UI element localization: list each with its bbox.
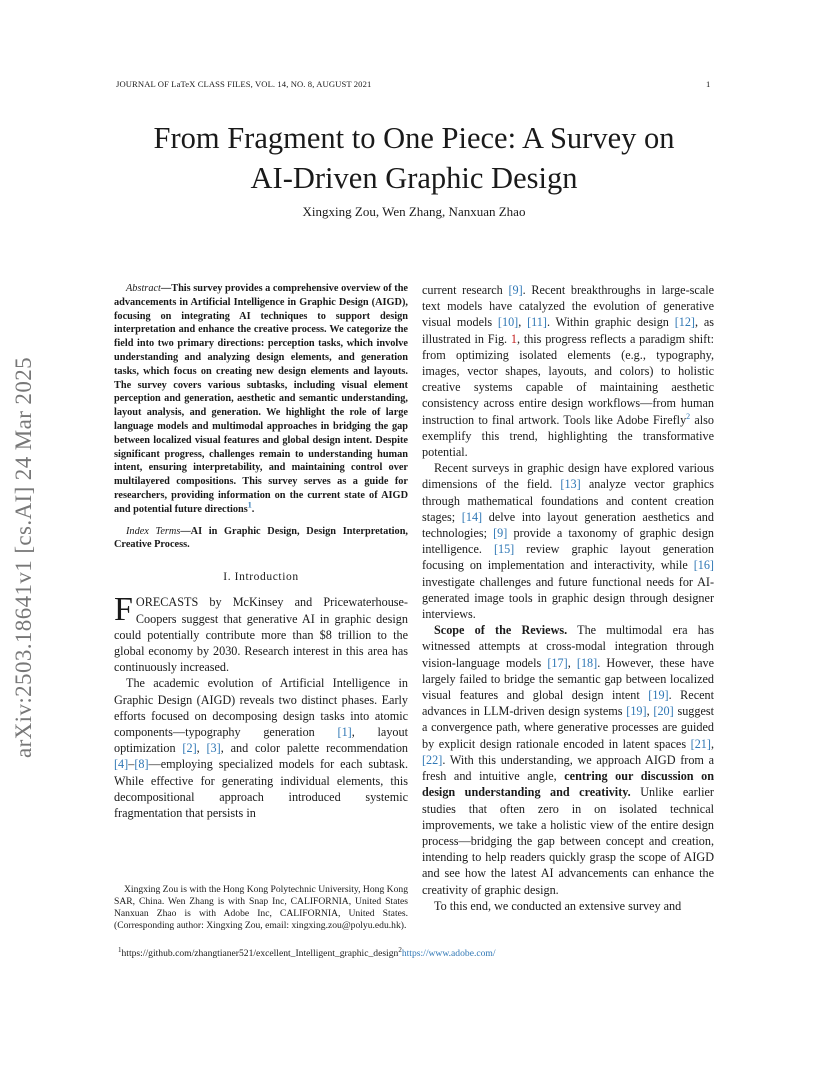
text-run: . Recent advances in LLM-driven design systems (422, 688, 714, 719)
citation-link[interactable]: [18] (576, 655, 598, 670)
citation-link[interactable]: [2] (182, 741, 197, 756)
text-run: Recent surveys in graphic design have explored various dimensions of the field. (422, 461, 714, 492)
footnote-mark[interactable]: 2 (686, 411, 691, 421)
arxiv-stamp (4, 292, 44, 762)
abstract-footnote-mark[interactable]: 1 (247, 500, 252, 510)
text-run: Unlike earlier studies that often zero in on isolated technical improvements, we take a holistic view of the entire design process—bridging the gap between concept and creation, intending to help readers quickly grasp the scope of AIGD and see how the latest AI advancements can enhance the creativity of graphic design. (422, 785, 714, 897)
text-run: , (646, 704, 654, 719)
text-run: , (196, 741, 207, 756)
authors: Xingxing Zou, Wen Zhang, Nanxuan Zhao (302, 204, 526, 219)
url-footnotes (118, 946, 496, 959)
citation-link[interactable]: [10] (497, 315, 519, 330)
citation-link[interactable]: [13] (560, 477, 581, 492)
text-run: . Within graphic design (546, 315, 675, 330)
scope-heading: Scope of the Reviews. (434, 623, 568, 638)
text-run: . With this understanding, we approach AIGD from a fresh and intuitive angle, (422, 752, 714, 784)
footnote-2-mark: 2 (398, 946, 402, 954)
affiliation-footnote (114, 884, 408, 932)
text-run: , (518, 315, 528, 330)
citation-link[interactable]: [17] (547, 655, 568, 670)
text-run: —employing specialized models for each subtask. While effective for generating individual elements, this decompositional approach introduced systemic fragmentation that persists in (114, 757, 408, 820)
text-run: – (128, 757, 135, 772)
intro-paragraph-2 (114, 675, 408, 821)
running-head: JOURNAL OF LaTeX CLASS FILES, VOL. 14, NO. 8, AUGUST 2021 (116, 79, 372, 89)
text-run: , (567, 655, 577, 670)
citation-link[interactable]: [19] (626, 704, 647, 719)
abstract-end: . (251, 503, 255, 515)
drop-cap: F (114, 591, 133, 629)
section-heading-introduction: I. Introduction (223, 571, 299, 584)
title-line-1: From Fragment to One Piece: A Survey on (153, 121, 675, 155)
citation-link[interactable]: [12] (674, 315, 695, 330)
intro-paragraph-1 (114, 591, 408, 675)
text-run: current research (422, 283, 509, 297)
citation-link[interactable]: [11] (527, 315, 547, 330)
citation-link[interactable]: [21] (690, 736, 711, 751)
text-run: , this progress reflects a paradigm shift: from optimizing isolated elements (e.g., typography, images, vector shapes, layouts, and colors) to holistic creative systems capable of maintaining aesthetic consistency across entire design workflows—from human instruction to final artwork. Tools like Adobe Firefly (422, 331, 714, 427)
citation-link[interactable]: [16] (693, 558, 714, 573)
text-run: , and color palette recommendation (220, 741, 409, 756)
affiliation-text: Xingxing Zou is with the Hong Kong Polytechnic University, Hong Kong SAR, China. Wen Zhang is with Snap Inc, CALIFORNIA, United States Nanxuan Zhao is with Adobe Inc, CALIFORNIA, United States. (Corresponding author: Xingxing Zou, email: xingxing.zou@polyu.edu.hk). (114, 884, 408, 931)
right-paragraph-1 (422, 282, 714, 460)
text-run: also exemplify this trend, highlighting the transformative potential. (422, 412, 714, 460)
text-run: . Recent breakthroughs in large-scale text models have catalyzed the evolution of generative visual models (422, 283, 714, 330)
paper-title (100, 118, 728, 198)
text-run: review graphic layout generation focusing on implementation and interactivity, while (422, 542, 714, 573)
citation-link[interactable]: [14] (461, 509, 483, 524)
citation-link[interactable]: [4] (114, 757, 129, 772)
text-run: , as illustrated in Fig. (422, 315, 714, 346)
title-line-2: AI-Driven Graphic Design (250, 161, 578, 195)
abstract-text: —This survey provides a comprehensive overview of the advancements in Artificial Intelligence in Graphic Design (AIGD), focusing on integrating AI techniques to support design interpretation and enhance the creative process. We categorize the field into two primary directions: perception tasks, which involve understanding and analyzing design elements, and generation tasks, which focus on creating new design elements and layouts. The survey covers various subtasks, including visual element perception and generation, aesthetic and semantic understanding, layout analysis, and generation. We highlight the role of large language models and multimodal approaches in bridging the gap between localized visual features and global design intent. Despite significant progress, challenges remain to understanding human intent, ensuring interpretability, and maintaining control over multilayered compositions. This survey serves as a guide for researchers, providing information on the current state of AIGD and potential future directions (114, 283, 408, 515)
right-paragraph-4: To this end, we conducted an extensive survey and (434, 898, 682, 913)
citation-link[interactable]: [8] (134, 757, 149, 772)
citation-link[interactable]: [20] (653, 704, 674, 719)
left-column (114, 282, 408, 821)
page-number: 1 (706, 79, 711, 89)
intro-p1-text: ORECASTS by McKinsey and Pricewaterhouse-Coopers suggest that generative AI in graphic design could potentially contribute more than $8 trillion to the global economy by 2030. Research interest in this area has continuously increased. (114, 595, 408, 675)
emphasis-text: centring our discussion on design understanding and creativity. (422, 769, 715, 800)
text-run: investigate challenges and future functional needs for AI-generated image tools in graphic design through designer interviews. (422, 574, 714, 622)
footnote-1-url[interactable]: https://github.com/zhangtianer521/excellent_Intelligent_graphic_design (121, 948, 399, 960)
arxiv-stamp-text: arXiv:2503.18641v1 [cs.AI] 24 Mar 2025 (11, 356, 36, 758)
index-terms-text: —AI in Graphic Design, Design Interpretation, Creative Process. (114, 525, 408, 551)
citation-link[interactable]: [15] (493, 542, 515, 557)
citation-link[interactable]: [19] (648, 688, 669, 703)
citation-link[interactable]: [3] (206, 741, 221, 756)
citation-link[interactable]: [9] (493, 526, 508, 541)
right-paragraph-3 (422, 622, 714, 897)
right-column (422, 282, 714, 914)
footnote-1-mark: 1 (118, 946, 122, 954)
footnote-2-url[interactable]: https://www.adobe.com/ (401, 948, 496, 960)
index-terms (114, 525, 408, 553)
text-run: The academic evolution of Artificial Intelligence in Graphic Design (AIGD) reveals two distinct phases. Early efforts focused on decomposing design tasks into atomic components—typography generation (114, 676, 408, 739)
text-run: , (710, 736, 714, 751)
figure-link[interactable]: 1 (510, 331, 517, 346)
text-run: delve into layout generation aesthetics and technologies; (422, 509, 714, 541)
text-run: The multimodal era has witnessed attempts at cross-modal integration through vision-language models (422, 623, 714, 670)
text-run: provide a taxonomy of graphic design intelligence. (422, 526, 715, 557)
right-paragraph-2 (422, 460, 714, 622)
text-run: . However, these have largely failed to bridge the semantic gap between localized visual features and global design intent (422, 655, 714, 703)
text-run: analyze vector graphics through mathematical foundations and content creation stages; (422, 477, 715, 524)
text-run: , layout optimization (114, 724, 409, 756)
text-run: suggest a convergence path, where generative processes are guided by explicit design rationale encoded in latent spaces (422, 704, 715, 751)
citation-link[interactable]: [1] (337, 724, 352, 739)
citation-link[interactable]: [22] (422, 752, 443, 767)
index-terms-label: Index Terms (126, 525, 181, 537)
abstract (114, 282, 408, 517)
abstract-label: Abstract (126, 283, 161, 294)
citation-link[interactable]: [9] (508, 283, 523, 297)
